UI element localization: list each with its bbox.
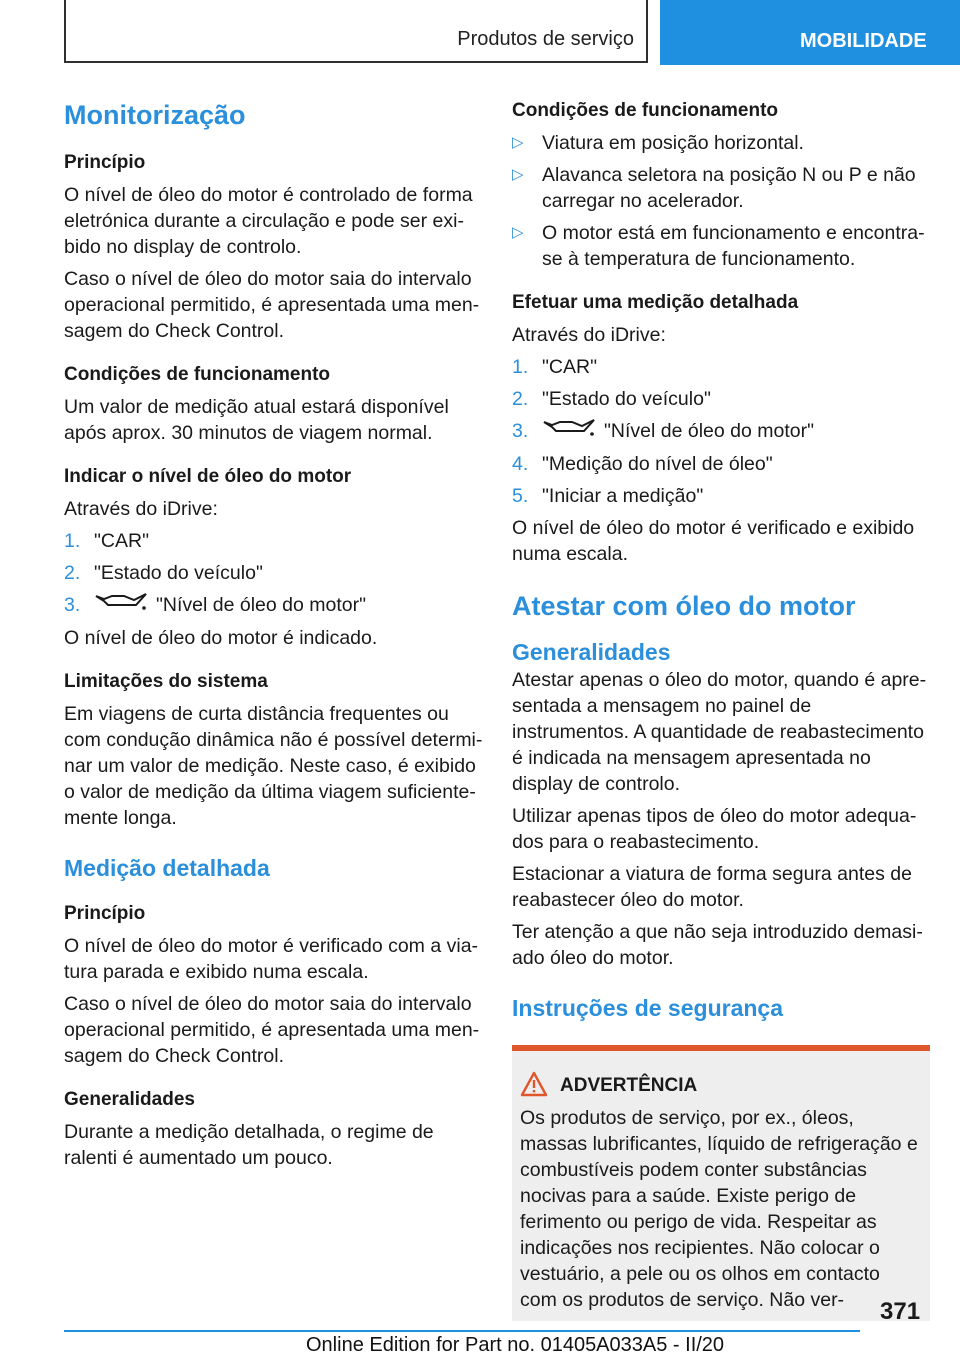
paragraph: Através do iDrive:: [512, 324, 666, 346]
list-number: 3.: [64, 594, 81, 616]
subheading-generalidades: Generalidades: [64, 1089, 195, 1111]
warning-title-text: ADVERTÊNCIA: [560, 1075, 698, 1097]
header-section-title: Produtos de serviço: [457, 28, 634, 50]
footer-edition: Online Edition for Part no. 01405A033A5 - II/20: [306, 1334, 725, 1356]
heading-medicao-detalhada: Medição detalhada: [64, 855, 270, 882]
paragraph: O nível de óleo do motor é indicado.: [64, 627, 378, 650]
footer-divider: [64, 1330, 860, 1332]
bullet-item: [512, 162, 930, 214]
oil-can-icon: [94, 592, 148, 619]
paragraph: O nível de óleo do motor é verificado e exibido numa escala.: [512, 517, 915, 566]
list-item: [512, 483, 930, 509]
paragraph: Através do iDrive:: [64, 498, 218, 520]
list-number: 5.: [512, 485, 529, 508]
list-number: 1.: [512, 356, 529, 378]
paragraph: Estacionar a viatura de forma segura antes de reabastecer óleo do motor.: [512, 863, 912, 912]
triangle-bullet-icon: ▷: [512, 224, 524, 241]
bullet-item: [512, 130, 930, 156]
subheading-condicoes: Condições de funcionamento: [64, 364, 331, 385]
bullet-text: Viatura em posição horizontal.: [542, 132, 804, 154]
list-item-text: "CAR": [542, 356, 598, 378]
list-number: 1.: [64, 530, 81, 552]
bullet-item: [512, 220, 930, 272]
header-box: [64, 0, 648, 63]
list-item-text: "Iniciar a medição": [542, 485, 704, 508]
subheading-indicar: Indicar o nível de óleo do motor: [64, 466, 352, 487]
list-item-text: "CAR": [94, 530, 150, 552]
list-item: [512, 386, 930, 412]
heading-monitorizacao: Monitorização: [64, 100, 246, 130]
list-number: 2.: [512, 388, 529, 410]
warning-text: Os produtos de serviço, por ex., óleos, massas lubrificantes, líquido de refrigeração e combustíveis podem conter substâncias nocivas para a saúde. Existe perigo de ferimento ou perigo de vida. Respeitar as indicações nos recipientes. Não colocar o vestuário, a pele ou os olhos em contacto com os produtos de serviço. Não ver-: [520, 1107, 918, 1312]
list-item: [512, 418, 930, 445]
paragraph: Um valor de medição atual estará disponível após aprox. 30 minutos de viagem normal.: [64, 396, 449, 444]
paragraph: Durante a medição detalhada, o regime de ralenti é aumentado um pouco.: [64, 1121, 434, 1170]
subheading-efetuar: Efetuar uma medição detalhada: [512, 292, 799, 313]
paragraph: Utilizar apenas tipos de óleo do motor adequados para o reabastecimento.: [512, 805, 917, 854]
paragraph: O nível de óleo do motor é controlado de forma eletrónica durante a circulação e pode ser exibido no display de controlo.: [64, 184, 473, 258]
oil-can-icon: [542, 418, 596, 445]
subheading-principio: Princípio: [64, 152, 146, 173]
paragraph: O nível de óleo do motor é verificado com a viatura parada e exibido numa escala.: [64, 935, 479, 984]
warning-title: [520, 1073, 922, 1099]
page-number: 371: [880, 1298, 921, 1325]
list-item-text: "Medição do nível de óleo": [542, 453, 773, 476]
list-item: [512, 451, 930, 477]
list-item-text: "Nível de óleo do motor": [604, 420, 815, 442]
bullet-text: Alavanca seletora na posição N ou P e não carregar no acelerador.: [542, 164, 916, 212]
paragraph: Ter atenção a que não seja introduzido demasiado óleo do motor.: [512, 921, 923, 970]
paragraph: Em viagens de curta distância frequentes ou com condução dinâmica não é possível determinar um valor de medição. Neste caso, é exibido o valor de medição da última viagem suficientemente longa.: [64, 703, 483, 830]
subheading-principio: Princípio: [64, 903, 146, 925]
list-item: [512, 354, 930, 380]
list-number: 3.: [512, 420, 529, 442]
paragraph: Atestar apenas o óleo do motor, quando é apresentada a mensagem no painel de instrumentos. A quantidade de reabastecimento é indicada na mensagem apresentada no display de controlo.: [512, 669, 927, 796]
subheading-condicoes: Condições de funcionamento: [512, 100, 779, 121]
left-column: [64, 98, 484, 1171]
heading-atestar: Atestar com óleo do motor: [512, 591, 856, 622]
right-column: [512, 98, 930, 1321]
list-item: [64, 592, 484, 619]
bullet-text: O motor está em funcionamento e encontra-se à temperatura de funcionamento.: [542, 222, 925, 270]
heading-instrucoes-seguranca: Instruções de segurança: [512, 995, 783, 1022]
list-item-text: "Estado do veículo": [94, 562, 263, 584]
triangle-bullet-icon: ▷: [512, 166, 524, 183]
heading-generalidades: Generalidades: [512, 639, 671, 666]
list-item: [64, 560, 484, 586]
paragraph: Caso o nível de óleo do motor saia do intervalo operacional permitido, é apresentada uma mensagem do Check Control.: [64, 993, 480, 1068]
chapter-tab-label: MOBILIDADE: [800, 30, 927, 52]
list-item-text: "Nível de óleo do motor": [156, 594, 367, 616]
list-item: [64, 528, 484, 554]
warning-triangle-icon: [520, 1071, 548, 1105]
subheading-limitacoes: Limitações do sistema: [64, 671, 268, 693]
warning-box: [512, 1045, 930, 1321]
header-chapter-tab[interactable]: [660, 0, 960, 65]
triangle-bullet-icon: ▷: [512, 134, 524, 151]
list-number: 4.: [512, 453, 529, 476]
list-item-text: "Estado do veículo": [542, 388, 711, 410]
paragraph: Caso o nível de óleo do motor saia do intervalo operacional permitido, é apresentada uma mensagem do Check Control.: [64, 268, 480, 342]
list-number: 2.: [64, 562, 81, 584]
